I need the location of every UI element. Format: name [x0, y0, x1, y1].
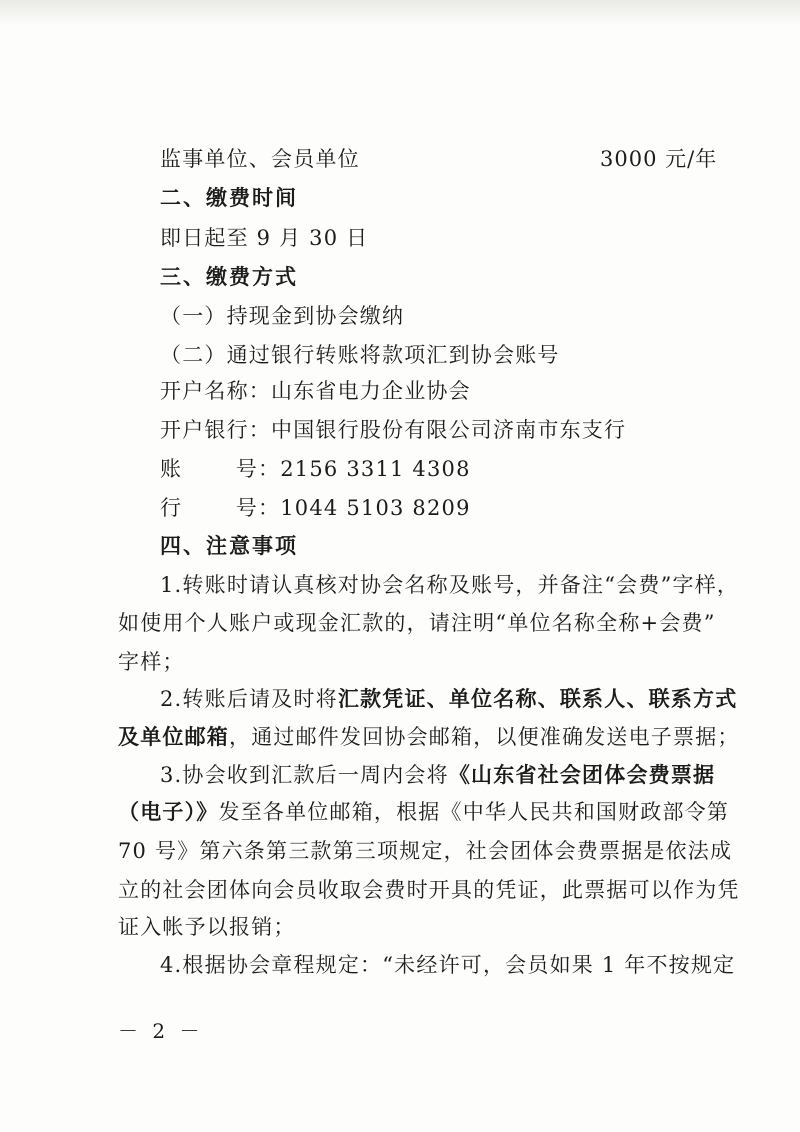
fee-label: 监事单位、会员单位 [160, 147, 360, 171]
account-name-label: 开户名称： [160, 379, 271, 403]
note-3-bold-title: 《山东省社会团体会费票据 [448, 762, 716, 787]
account-number-value: ：2156 3311 4308 [258, 457, 471, 481]
fee-amount: 3000 元/年 [600, 147, 718, 171]
account-name-row [160, 376, 471, 406]
bank-value: 中国银行股份有限公司济南市东支行 [271, 418, 627, 442]
section-2-title: 二、缴费时间 [160, 185, 298, 210]
account-number-label: 账 号 [160, 457, 258, 481]
note-3-rest: 发至各单位邮箱，根据《中华人民共和国财政部令第 [218, 800, 730, 824]
note-2-text: 2.转账后请及时将 [160, 687, 338, 711]
page-number: － 2 － [118, 1019, 204, 1043]
section-3-title: 三、缴费方式 [160, 264, 298, 289]
note-1-line-2: 如使用个人账户或现金汇款的，请注明“单位名称全称+会费” [118, 611, 716, 635]
note-1-line-1: 1.转账时请认真核对协会名称及账号，并备注“会费”字样， [160, 573, 740, 597]
scan-edge-shadow [0, 0, 800, 26]
bank-label: 开户银行： [160, 418, 271, 442]
note-2-bold-email: 及单位邮箱 [118, 724, 229, 749]
payment-option-cash: （一）持现金到协会缴纳 [160, 304, 405, 328]
bank-row [160, 415, 626, 445]
bank-code-row [160, 493, 471, 523]
section-4-title: 四、注意事项 [160, 533, 298, 558]
bank-code-label: 行 号 [160, 496, 258, 520]
bank-code-value: ：1044 5103 8209 [258, 496, 471, 520]
note-2-line-1 [160, 684, 737, 714]
note-2-bold-items: 汇款凭证、单位名称、联系人、联系方式 [337, 686, 738, 711]
account-number-row [160, 454, 471, 484]
note-3-line-2 [118, 797, 729, 827]
payment-period: 即日起至 9 月 30 日 [160, 226, 369, 250]
note-3-line-4: 立的社会团体向会员收取会费时开具的凭证，此票据可以作为凭 [118, 878, 740, 902]
note-3-bold-title-end: （电子）》 [118, 799, 219, 824]
note-1-line-3: 字样； [118, 650, 185, 674]
note-2-line-2 [118, 722, 740, 752]
note-2-rest: ，通过邮件发回协会邮箱，以便准确发送电子票据； [229, 725, 740, 749]
note-3-line-3: 70 号》第六条第三款第三项规定，社会团体会费票据是依法成 [118, 839, 733, 863]
note-3-text: 3.协会收到汇款后一周内会将 [160, 763, 449, 787]
payment-option-transfer: （二）通过银行转账将款项汇到协会账号 [160, 343, 560, 367]
note-3-line-1 [160, 760, 715, 790]
note-3-line-5: 证入帐予以报销； [118, 915, 296, 939]
note-4-line-1: 4.根据协会章程规定：“未经许可，会员如果 1 年不按规定 [160, 953, 736, 977]
account-name-value: 山东省电力企业协会 [271, 379, 471, 403]
